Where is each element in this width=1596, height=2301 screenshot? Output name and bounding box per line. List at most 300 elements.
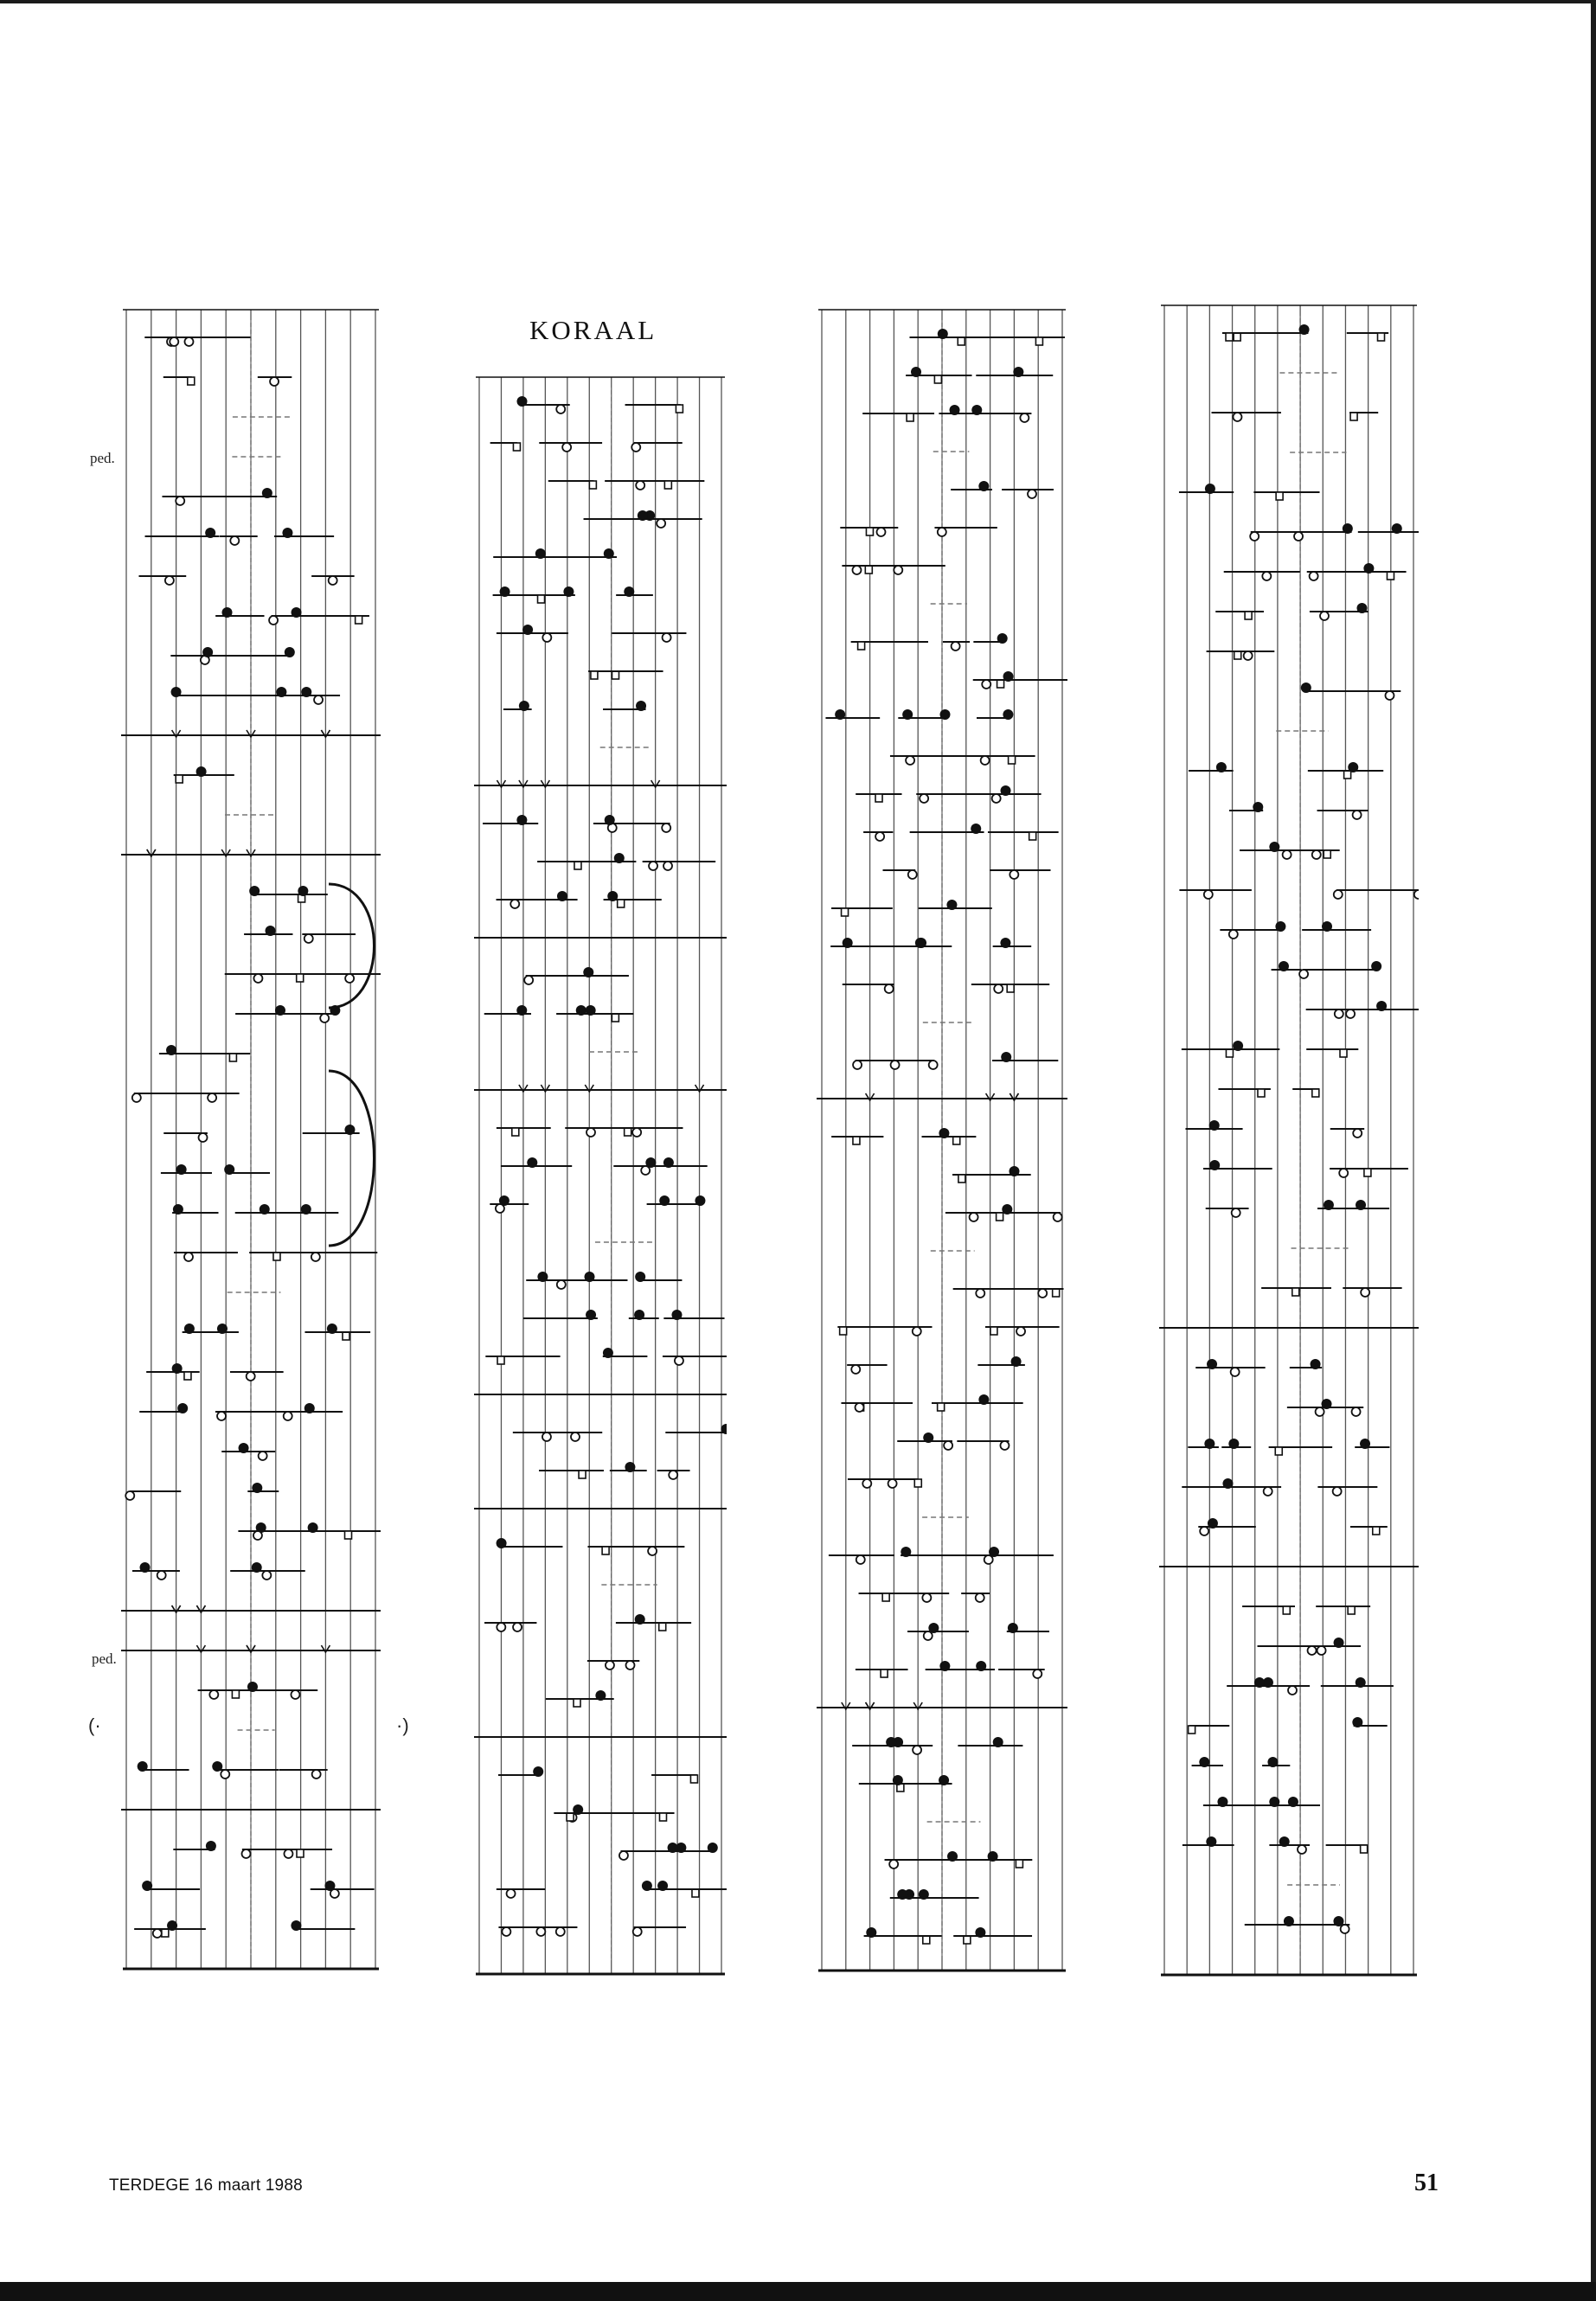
hollow-note-icon (270, 377, 279, 386)
filled-note-icon (625, 1462, 635, 1472)
filled-note-icon (975, 1927, 985, 1938)
hollow-note-icon (853, 1061, 862, 1069)
filled-note-icon (166, 1045, 176, 1055)
hollow-note-icon (1038, 1289, 1047, 1298)
hollow-note-icon (1028, 490, 1036, 498)
square-note-icon (1007, 984, 1014, 992)
hollow-note-icon (1000, 1441, 1009, 1450)
square-note-icon (1378, 333, 1385, 341)
square-note-icon (1016, 1860, 1022, 1868)
filled-note-icon (976, 1661, 986, 1671)
hollow-note-icon (1299, 970, 1308, 978)
pedal-label: ped. (90, 450, 115, 466)
filled-note-icon (603, 1348, 613, 1358)
filled-note-icon (939, 1775, 949, 1785)
filled-note-icon (252, 1483, 262, 1493)
square-note-icon (162, 1929, 169, 1937)
square-note-icon (914, 1479, 921, 1487)
filled-note-icon (1371, 961, 1381, 971)
hollow-note-icon (669, 1471, 677, 1479)
filled-note-icon (1208, 1518, 1218, 1529)
square-note-icon (875, 794, 882, 802)
square-note-icon (1226, 1049, 1233, 1057)
square-note-icon (625, 1128, 631, 1136)
hollow-note-icon (1232, 1208, 1240, 1217)
filled-note-icon (1352, 1717, 1362, 1727)
filled-note-icon (636, 701, 646, 711)
hollow-note-icon (513, 1623, 522, 1631)
hollow-note-icon (1294, 532, 1303, 541)
filled-note-icon (919, 1889, 929, 1900)
square-note-icon (1245, 612, 1252, 619)
hollow-note-icon (891, 1061, 900, 1069)
square-note-icon (618, 900, 625, 907)
filled-note-icon (1348, 762, 1358, 772)
hollow-note-icon (1353, 1129, 1362, 1138)
square-note-icon (1029, 832, 1036, 840)
square-note-icon (1035, 337, 1042, 345)
hollow-note-icon (625, 1661, 634, 1670)
hollow-note-icon (970, 1213, 978, 1221)
filled-note-icon (260, 1204, 270, 1215)
square-note-icon (1234, 333, 1240, 341)
hollow-note-icon (1200, 1527, 1208, 1535)
filled-note-icon (1011, 1356, 1022, 1367)
square-note-icon (964, 1936, 971, 1944)
hollow-note-icon (619, 1851, 628, 1860)
hollow-note-icon (556, 1927, 565, 1936)
hollow-note-icon (1316, 1407, 1324, 1416)
filled-note-icon (663, 1157, 674, 1168)
hollow-note-icon (875, 832, 884, 841)
square-note-icon (1226, 333, 1233, 341)
square-note-icon (997, 680, 1004, 688)
filled-note-icon (217, 1324, 228, 1334)
filled-note-icon (978, 1394, 989, 1405)
hollow-note-icon (314, 695, 323, 704)
hollow-note-icon (1312, 850, 1321, 859)
square-note-icon (1053, 1289, 1060, 1297)
hollow-note-icon (542, 633, 551, 642)
filled-note-icon (708, 1843, 718, 1853)
filled-note-icon (291, 1920, 301, 1931)
filled-note-icon (212, 1761, 222, 1772)
hollow-note-icon (556, 405, 565, 413)
footer-publication: TERDEGE 16 maart 1988 (109, 2176, 303, 2195)
square-note-icon (1348, 1606, 1355, 1614)
hollow-note-icon (922, 1593, 931, 1602)
hollow-note-icon (663, 862, 672, 870)
filled-note-icon (624, 586, 634, 597)
hollow-note-icon (641, 1166, 650, 1175)
filled-note-icon (301, 1204, 311, 1215)
square-note-icon (176, 775, 183, 783)
filled-note-icon (206, 1841, 216, 1851)
filled-note-icon (1217, 1797, 1227, 1807)
filled-note-icon (938, 329, 948, 339)
hollow-note-icon (1334, 890, 1343, 899)
hollow-note-icon (862, 1479, 871, 1488)
filled-note-icon (1392, 523, 1402, 534)
square-note-icon (990, 1327, 997, 1335)
paren-close-mark: ·) (396, 1715, 409, 1736)
hollow-note-icon (184, 1253, 193, 1261)
filled-note-icon (586, 1005, 596, 1016)
hollow-note-icon (557, 1280, 566, 1289)
hollow-note-icon (199, 1133, 208, 1142)
filled-note-icon (519, 701, 529, 711)
hollow-note-icon (1231, 1368, 1240, 1376)
square-note-icon (345, 1531, 352, 1539)
filled-note-icon (993, 1737, 1003, 1747)
hollow-note-icon (982, 680, 990, 689)
filled-note-icon (171, 687, 182, 697)
hollow-note-icon (908, 870, 917, 879)
hollow-note-icon (885, 984, 894, 993)
hollow-note-icon (657, 519, 665, 528)
graphic-score (474, 370, 727, 1977)
hollow-note-icon (125, 1491, 134, 1500)
hollow-note-icon (636, 481, 644, 490)
square-note-icon (853, 1137, 860, 1144)
square-note-icon (1361, 1845, 1368, 1853)
filled-note-icon (971, 824, 981, 834)
tie-arc-icon (329, 884, 375, 1008)
filled-note-icon (604, 548, 614, 559)
hollow-note-icon (675, 1356, 683, 1365)
square-note-icon (840, 1327, 847, 1335)
hollow-note-icon (1250, 532, 1259, 541)
filled-note-icon (1254, 1677, 1265, 1688)
filled-note-icon (177, 1403, 188, 1413)
hollow-note-icon (1414, 890, 1419, 899)
square-note-icon (1276, 492, 1283, 500)
square-note-icon (1364, 1169, 1371, 1176)
hollow-note-icon (496, 1204, 504, 1213)
filled-note-icon (886, 1737, 896, 1747)
filled-note-icon (1001, 1052, 1011, 1062)
square-note-icon (865, 566, 872, 574)
square-note-icon (659, 1813, 666, 1821)
filled-note-icon (1343, 523, 1353, 534)
hollow-note-icon (284, 1849, 292, 1858)
filled-note-icon (537, 1272, 548, 1282)
square-note-icon (297, 1849, 304, 1857)
filled-note-icon (142, 1881, 152, 1891)
filled-note-icon (1209, 1160, 1220, 1170)
hollow-note-icon (1310, 572, 1318, 580)
page-top-rule (0, 0, 1596, 3)
page-title: KORAAL (529, 315, 657, 345)
hollow-note-icon (1341, 1925, 1349, 1933)
filled-note-icon (535, 548, 546, 559)
hollow-note-icon (631, 443, 640, 452)
filled-note-icon (642, 1881, 652, 1891)
pedal-label: ped. (92, 1650, 117, 1667)
filled-note-icon (902, 709, 913, 720)
filled-note-icon (1003, 709, 1013, 720)
square-note-icon (232, 1690, 239, 1698)
hollow-note-icon (894, 566, 902, 574)
hollow-note-icon (542, 1433, 551, 1441)
hollow-note-icon (345, 974, 354, 983)
filled-note-icon (1301, 683, 1311, 693)
square-note-icon (229, 1054, 236, 1061)
filled-note-icon (1204, 1439, 1215, 1449)
square-note-icon (997, 1213, 1003, 1221)
hollow-note-icon (497, 1623, 505, 1631)
page-right-rule (1591, 0, 1596, 2301)
hollow-note-icon (913, 1327, 921, 1336)
hollow-note-icon (1339, 1169, 1348, 1177)
hollow-note-icon (1320, 612, 1329, 620)
square-note-icon (842, 908, 849, 916)
filled-note-icon (843, 938, 853, 948)
square-note-icon (676, 405, 683, 413)
filled-note-icon (671, 1310, 682, 1320)
filled-note-icon (1253, 802, 1263, 812)
square-note-icon (1312, 1089, 1319, 1097)
square-note-icon (188, 377, 195, 385)
hollow-note-icon (856, 1403, 864, 1412)
filled-note-icon (1322, 921, 1332, 932)
square-note-icon (1234, 651, 1241, 659)
filled-note-icon (978, 481, 989, 491)
filled-note-icon (901, 1547, 911, 1557)
filled-note-icon (249, 886, 260, 896)
hollow-note-icon (320, 1014, 329, 1022)
tie-arc-icon (329, 1071, 375, 1246)
square-note-icon (692, 1889, 699, 1897)
filled-note-icon (634, 1310, 644, 1320)
square-note-icon (882, 1593, 889, 1601)
hollow-note-icon (184, 337, 193, 346)
square-note-icon (602, 1547, 609, 1554)
filled-note-icon (950, 405, 960, 415)
filled-note-icon (635, 1272, 645, 1282)
square-note-icon (356, 616, 362, 624)
hollow-note-icon (217, 1412, 226, 1420)
filled-note-icon (202, 647, 213, 657)
filled-note-icon (262, 488, 272, 498)
filled-note-icon (946, 900, 957, 910)
filled-note-icon (247, 1682, 258, 1692)
hollow-note-icon (632, 1128, 641, 1137)
square-note-icon (1387, 572, 1394, 580)
score-column-3 (817, 303, 1067, 1974)
hollow-note-icon (170, 337, 178, 346)
filled-note-icon (1209, 1120, 1220, 1131)
hollow-note-icon (311, 1253, 320, 1261)
hollow-note-icon (312, 1770, 321, 1779)
hollow-note-icon (1288, 1686, 1297, 1695)
square-note-icon (1292, 1288, 1299, 1296)
square-note-icon (1350, 413, 1357, 420)
square-note-icon (1340, 1049, 1347, 1057)
filled-note-icon (224, 1164, 234, 1175)
hollow-note-icon (157, 1571, 166, 1580)
square-note-icon (343, 1332, 349, 1340)
square-note-icon (579, 1471, 586, 1478)
hollow-note-icon (507, 1889, 516, 1898)
hollow-note-icon (1283, 850, 1292, 859)
filled-note-icon (222, 607, 233, 618)
filled-note-icon (595, 1690, 606, 1701)
hollow-note-icon (209, 1690, 218, 1699)
filled-note-icon (1279, 961, 1289, 971)
square-note-icon (497, 1356, 504, 1364)
filled-note-icon (1356, 1677, 1366, 1688)
hollow-note-icon (562, 443, 571, 452)
score-column-4 (1159, 298, 1419, 1978)
filled-note-icon (1228, 1439, 1239, 1449)
filled-note-icon (266, 926, 276, 936)
hollow-note-icon (992, 794, 1001, 803)
hollow-note-icon (606, 1661, 614, 1670)
filled-note-icon (988, 1851, 998, 1862)
square-note-icon (934, 375, 941, 383)
filled-note-icon (344, 1125, 355, 1135)
hollow-note-icon (230, 536, 239, 545)
filled-note-icon (533, 1766, 543, 1777)
filled-note-icon (1356, 603, 1367, 613)
hollow-note-icon (1317, 1646, 1326, 1655)
hollow-note-icon (586, 1128, 595, 1137)
hollow-note-icon (132, 1093, 141, 1102)
hollow-note-icon (1298, 1845, 1306, 1854)
hollow-note-icon (330, 1889, 339, 1898)
filled-note-icon (282, 528, 292, 538)
square-note-icon (1283, 1606, 1290, 1614)
square-note-icon (512, 1128, 519, 1136)
filled-note-icon (516, 1005, 527, 1016)
hollow-note-icon (208, 1093, 216, 1102)
filled-note-icon (516, 815, 527, 825)
score-column-2 (474, 370, 727, 1977)
filled-note-icon (866, 1927, 876, 1938)
hollow-note-icon (944, 1441, 952, 1450)
hollow-note-icon (851, 1365, 860, 1374)
hollow-note-icon (329, 576, 337, 585)
filled-note-icon (176, 1164, 187, 1175)
hollow-note-icon (976, 1593, 984, 1602)
filled-note-icon (1199, 1757, 1209, 1767)
square-note-icon (538, 595, 545, 603)
filled-note-icon (1000, 938, 1010, 948)
hollow-note-icon (1264, 1487, 1272, 1496)
square-note-icon (574, 862, 581, 869)
square-note-icon (907, 413, 913, 421)
hollow-note-icon (1244, 651, 1253, 660)
hollow-note-icon (981, 756, 990, 765)
filled-note-icon (893, 1775, 903, 1785)
filled-note-icon (586, 1310, 596, 1320)
filled-note-icon (1205, 484, 1215, 494)
hollow-note-icon (1352, 1407, 1361, 1416)
square-note-icon (659, 1623, 666, 1631)
hollow-note-icon (913, 1746, 921, 1754)
filled-note-icon (173, 1204, 183, 1215)
square-note-icon (958, 337, 965, 345)
filled-note-icon (657, 1881, 668, 1891)
hollow-note-icon (994, 984, 1003, 993)
square-note-icon (1373, 1527, 1380, 1535)
filled-note-icon (285, 647, 295, 657)
filled-note-icon (1356, 1200, 1366, 1210)
score-column-1 (121, 303, 381, 1972)
hollow-note-icon (269, 616, 278, 625)
square-note-icon (923, 1936, 930, 1944)
paren-open-mark: (· (88, 1715, 101, 1736)
hollow-note-icon (649, 862, 657, 870)
hollow-note-icon (153, 1929, 162, 1938)
hollow-note-icon (938, 528, 946, 536)
hollow-note-icon (888, 1479, 897, 1488)
square-note-icon (858, 642, 865, 650)
filled-note-icon (1233, 1041, 1243, 1051)
square-note-icon (1344, 771, 1351, 779)
filled-note-icon (947, 1851, 958, 1862)
filled-note-icon (557, 891, 567, 901)
hollow-note-icon (876, 528, 885, 536)
square-note-icon (1189, 1726, 1195, 1734)
hollow-note-icon (1308, 1646, 1317, 1655)
square-note-icon (690, 1775, 697, 1783)
filled-note-icon (252, 1562, 262, 1573)
filled-note-icon (1222, 1478, 1233, 1489)
hollow-note-icon (176, 497, 184, 505)
square-note-icon (1324, 850, 1330, 858)
hollow-note-icon (976, 1289, 984, 1298)
filled-note-icon (614, 853, 625, 863)
filled-note-icon (1334, 1638, 1344, 1648)
filled-note-icon (172, 1363, 183, 1374)
square-note-icon (612, 1014, 619, 1022)
hollow-note-icon (1054, 1213, 1062, 1221)
square-note-icon (1009, 756, 1016, 764)
hollow-note-icon (536, 1927, 545, 1936)
square-note-icon (297, 974, 304, 982)
square-note-icon (881, 1670, 888, 1677)
filled-note-icon (1206, 1836, 1216, 1847)
hollow-note-icon (304, 934, 313, 943)
filled-note-icon (635, 1614, 645, 1625)
graphic-score (121, 303, 381, 1972)
filled-note-icon (1207, 1359, 1217, 1369)
filled-note-icon (522, 625, 533, 635)
hollow-note-icon (221, 1770, 229, 1779)
filled-note-icon (1013, 367, 1023, 377)
hollow-note-icon (253, 974, 262, 983)
square-note-icon (938, 1403, 945, 1411)
page-number: 51 (1414, 2170, 1439, 2196)
filled-note-icon (1216, 762, 1227, 772)
filled-note-icon (1275, 921, 1285, 932)
hollow-note-icon (1016, 1327, 1025, 1336)
hollow-note-icon (663, 633, 671, 642)
filled-note-icon (1284, 1916, 1294, 1926)
filled-note-icon (497, 1538, 507, 1548)
filled-note-icon (1376, 1001, 1387, 1011)
square-note-icon (953, 1137, 960, 1144)
hollow-note-icon (924, 1631, 933, 1640)
filled-note-icon (1363, 563, 1374, 574)
filled-note-icon (605, 815, 615, 825)
square-note-icon (958, 1175, 965, 1183)
hollow-note-icon (856, 1555, 865, 1564)
hollow-note-icon (1233, 413, 1241, 421)
square-note-icon (589, 481, 596, 489)
